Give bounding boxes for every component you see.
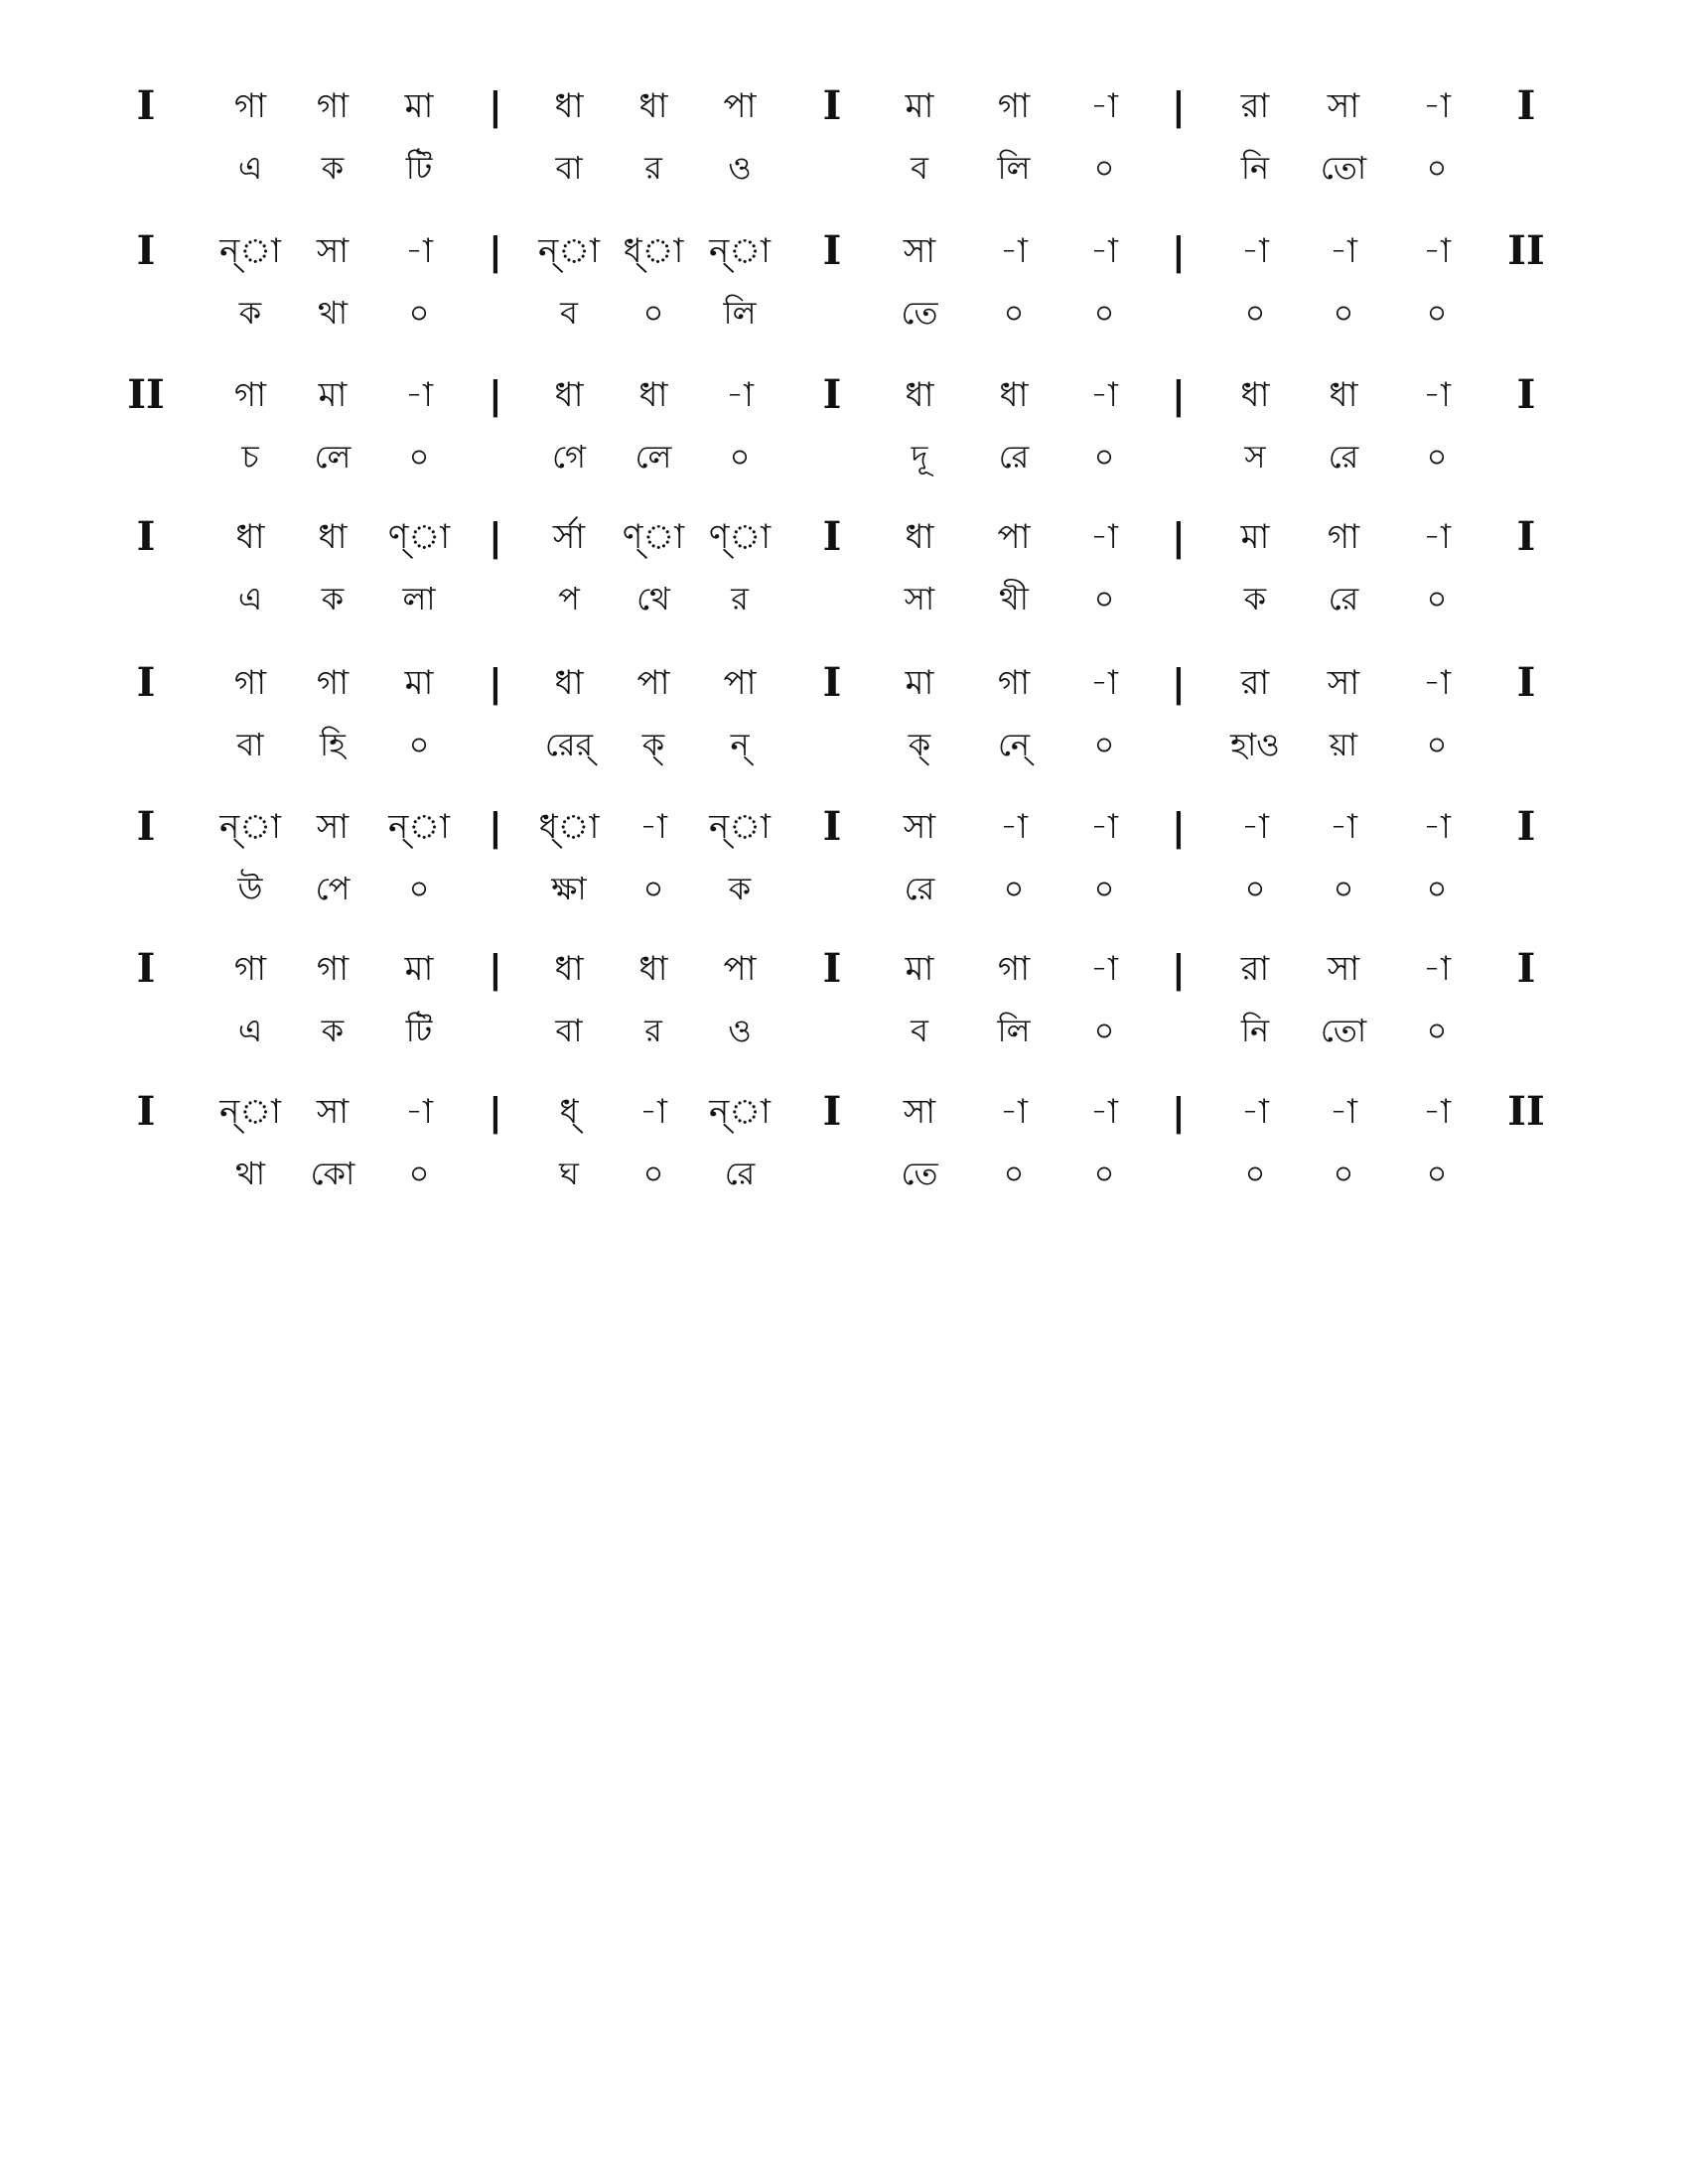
note-token: -া: [639, 807, 667, 847]
lyric-syllable: ০: [408, 1155, 430, 1192]
lyric-syllable: লি: [997, 149, 1031, 187]
lyric-syllable: ০: [1426, 1155, 1448, 1192]
notes-row: [0, 944, 1688, 1004]
note-token: গা: [233, 375, 267, 415]
note-token: সা: [903, 1092, 936, 1132]
lyric-syllable: তো: [1320, 149, 1367, 187]
note-token: সা: [316, 807, 350, 847]
note-token: ধা: [554, 663, 584, 703]
barline-marker: I: [1516, 659, 1536, 706]
lyric-syllable: হাও: [1230, 726, 1280, 763]
lyric-syllable: রে: [904, 870, 935, 907]
lyric-syllable: লা: [402, 580, 436, 617]
note-token: -া: [1000, 231, 1028, 271]
lyric-syllable: দূ: [911, 438, 928, 476]
lyric-syllable: ব: [911, 1012, 928, 1049]
note-token: মা: [404, 86, 434, 126]
note-token: ধা: [1329, 375, 1358, 415]
note-token: -া: [1423, 375, 1451, 415]
lyric-syllable: ক্ষা: [551, 870, 587, 907]
lyric-syllable: য়া: [1329, 726, 1358, 763]
note-token: -া: [1000, 1092, 1028, 1132]
note-token: সা: [1327, 949, 1360, 989]
note-token: গা: [1327, 517, 1360, 557]
note-token: -া: [1090, 86, 1118, 126]
note-token: -া: [639, 1092, 667, 1132]
lyric-syllable: ন্: [730, 726, 750, 763]
note-token: মা: [404, 663, 434, 703]
lyric-syllable: হি: [320, 726, 346, 763]
lyric-syllable: গে: [552, 438, 586, 476]
lyric-syllable: ০: [1426, 726, 1448, 763]
note-token: গা: [233, 949, 267, 989]
note-token: গা: [316, 949, 350, 989]
beat-separator: |: [1172, 805, 1186, 849]
note-token: গা: [233, 86, 267, 126]
lyric-syllable: পে: [315, 870, 351, 907]
note-token: ধা: [554, 375, 584, 415]
lyric-syllable: ০: [1093, 438, 1115, 476]
lyric-syllable: ০: [1244, 870, 1266, 907]
lyric-syllable: ক্: [908, 726, 931, 763]
lyric-syllable: ক্: [641, 726, 665, 763]
lyric-syllable: লে: [314, 438, 352, 476]
lyric-syllable: ০: [408, 870, 430, 907]
note-token: সা: [316, 1092, 350, 1132]
lyric-syllable: ঘ: [559, 1155, 579, 1192]
note-token: -া: [1423, 807, 1451, 847]
lyric-syllable: ০: [408, 438, 430, 476]
lyric-syllable: ০: [729, 438, 751, 476]
barline-marker: I: [822, 1088, 842, 1135]
note-token: ধা: [905, 517, 934, 557]
beat-separator: |: [489, 947, 502, 991]
lyric-syllable: ০: [1333, 294, 1354, 332]
lyric-syllable: ০: [1333, 1155, 1354, 1192]
barline-marker: I: [1516, 803, 1536, 850]
beat-separator: |: [1172, 84, 1186, 128]
note-token: ন্া: [219, 231, 281, 271]
lyric-syllable: ক: [321, 1012, 345, 1049]
note-token: ন্া: [219, 1092, 281, 1132]
note-token: ন্া: [388, 807, 450, 847]
note-token: -া: [1330, 1092, 1357, 1132]
lyric-syllable: ০: [1426, 1012, 1448, 1049]
note-token: সা: [903, 807, 936, 847]
barline-marker: I: [822, 371, 842, 418]
lyric-syllable: ০: [1003, 294, 1025, 332]
note-token: গা: [316, 86, 350, 126]
note-token: ধা: [554, 86, 584, 126]
note-token: গা: [997, 663, 1031, 703]
note-token: -া: [1090, 1092, 1118, 1132]
lyric-syllable: বা: [236, 726, 264, 763]
note-token: রা: [1240, 86, 1270, 126]
note-token: -া: [726, 375, 754, 415]
note-token: ণ্া: [708, 517, 772, 557]
lyric-syllable: র: [731, 580, 749, 617]
notes-row: [0, 226, 1688, 286]
beat-separator: |: [489, 1090, 502, 1134]
note-token: পা: [723, 949, 757, 989]
notes-row: [0, 81, 1688, 141]
lyric-syllable: ০: [1093, 1012, 1115, 1049]
beat-separator: |: [1172, 373, 1186, 417]
lyric-syllable: ক: [1243, 580, 1267, 617]
lyric-syllable: কো: [310, 1155, 355, 1192]
lyric-syllable: তে: [901, 294, 938, 332]
barline-marker: I: [136, 1088, 156, 1135]
note-token: রা: [1240, 949, 1270, 989]
lyric-syllable: লে: [634, 438, 672, 476]
lyric-syllable: স: [1244, 438, 1266, 476]
lyric-syllable: র: [644, 1012, 662, 1049]
lyric-syllable: টি: [405, 1012, 433, 1049]
lyric-syllable: প: [558, 580, 580, 617]
note-token: -া: [1330, 231, 1357, 271]
lyric-syllable: ০: [408, 726, 430, 763]
notes-row: [0, 658, 1688, 718]
note-token: -া: [1090, 231, 1118, 271]
lyric-syllable: ০: [1333, 870, 1354, 907]
lyric-syllable: ০: [408, 294, 430, 332]
lyric-syllable: ০: [642, 294, 664, 332]
note-token: গা: [316, 663, 350, 703]
note-token: ণ্া: [622, 517, 685, 557]
barline-marker: I: [136, 659, 156, 706]
lyrics-row: [0, 143, 1688, 203]
lyrics-row: [0, 574, 1688, 633]
lyric-syllable: ০: [1093, 580, 1115, 617]
note-token: ন্া: [709, 231, 771, 271]
lyrics-row: [0, 864, 1688, 923]
note-token: মা: [404, 949, 434, 989]
note-token: -া: [1423, 949, 1451, 989]
note-token: ধা: [638, 86, 668, 126]
note-token: পা: [997, 517, 1031, 557]
note-token: -া: [1423, 231, 1451, 271]
lyric-syllable: এ: [237, 149, 263, 187]
barline-marker: I: [136, 803, 156, 850]
barline-marker: I: [822, 803, 842, 850]
barline-marker: I: [1516, 371, 1536, 418]
lyrics-row: [0, 432, 1688, 491]
lyric-syllable: তো: [1320, 1012, 1367, 1049]
lyric-syllable: ০: [642, 870, 664, 907]
beat-separator: |: [1172, 661, 1186, 705]
lyric-syllable: চ: [241, 438, 259, 476]
lyric-syllable: নি: [1240, 1012, 1270, 1049]
note-token: সা: [1327, 663, 1360, 703]
note-token: -া: [1090, 807, 1118, 847]
lyrics-row: [0, 1149, 1688, 1208]
lyric-syllable: টি: [405, 149, 433, 187]
note-token: ধা: [235, 517, 265, 557]
note-token: মা: [905, 86, 934, 126]
note-token: মা: [1240, 517, 1270, 557]
barline-marker: II: [1507, 227, 1545, 274]
note-token: ধা: [638, 949, 668, 989]
barline-marker: I: [822, 82, 842, 129]
barline-marker: I: [136, 227, 156, 274]
lyric-syllable: ক: [728, 870, 752, 907]
barline-marker: I: [136, 945, 156, 992]
note-token: ধ্া: [623, 231, 684, 271]
lyric-syllable: রে: [998, 438, 1030, 476]
lyric-syllable: তে: [901, 1155, 938, 1192]
note-token: মা: [318, 375, 348, 415]
lyric-syllable: রে: [1328, 438, 1359, 476]
barline-marker: I: [1516, 82, 1536, 129]
barline-marker: I: [822, 945, 842, 992]
note-token: -া: [405, 1092, 433, 1132]
note-token: -া: [1423, 517, 1451, 557]
lyric-syllable: উ: [237, 870, 263, 907]
note-token: ধা: [905, 375, 934, 415]
lyrics-row: [0, 720, 1688, 779]
note-token: পা: [723, 86, 757, 126]
note-token: -া: [1090, 663, 1118, 703]
lyrics-row: [0, 1006, 1688, 1065]
beat-separator: |: [489, 661, 502, 705]
lyric-syllable: ০: [1426, 580, 1448, 617]
lyric-syllable: লি: [723, 294, 757, 332]
lyric-syllable: ০: [1003, 870, 1025, 907]
beat-separator: |: [489, 229, 502, 273]
note-token: ধা: [638, 375, 668, 415]
lyric-syllable: ক: [238, 294, 262, 332]
lyrics-row: [0, 288, 1688, 347]
note-token: মা: [905, 949, 934, 989]
notes-row: [0, 370, 1688, 430]
note-token: রা: [1240, 663, 1270, 703]
note-token: ন্া: [709, 807, 771, 847]
note-token: গা: [233, 663, 267, 703]
note-token: -া: [1423, 1092, 1451, 1132]
beat-separator: |: [489, 373, 502, 417]
barline-marker: I: [1516, 945, 1536, 992]
lyric-syllable: ও: [728, 1012, 752, 1049]
lyric-syllable: র: [644, 149, 662, 187]
barline-marker: I: [1516, 513, 1536, 560]
lyric-syllable: বা: [555, 1012, 583, 1049]
lyric-syllable: রের্: [544, 726, 594, 763]
barline-marker: II: [1507, 1088, 1545, 1135]
note-token: ধা: [1240, 375, 1270, 415]
note-token: -া: [1241, 807, 1269, 847]
barline-marker: II: [127, 371, 165, 418]
notes-row: [0, 512, 1688, 572]
note-token: ধ্: [559, 1092, 579, 1132]
note-token: পা: [636, 663, 670, 703]
lyric-syllable: ০: [1426, 438, 1448, 476]
lyric-syllable: ০: [1093, 294, 1115, 332]
barline-marker: I: [822, 659, 842, 706]
beat-separator: |: [1172, 1090, 1186, 1134]
lyric-syllable: রে: [1328, 580, 1359, 617]
barline-marker: I: [822, 227, 842, 274]
lyric-syllable: থা: [317, 294, 348, 332]
notes-row: [0, 1087, 1688, 1147]
note-token: ধ্া: [538, 807, 600, 847]
lyric-syllable: ০: [1426, 870, 1448, 907]
lyric-syllable: ০: [1093, 1155, 1115, 1192]
lyric-syllable: ০: [642, 1155, 664, 1192]
note-token: -া: [1090, 517, 1118, 557]
note-token: গা: [997, 86, 1031, 126]
lyric-syllable: ক: [321, 149, 345, 187]
barline-marker: I: [136, 82, 156, 129]
beat-separator: |: [489, 805, 502, 849]
lyric-syllable: ০: [1426, 149, 1448, 187]
note-token: -া: [1090, 375, 1118, 415]
lyric-syllable: থা: [234, 1155, 265, 1192]
lyric-syllable: বা: [555, 149, 583, 187]
note-token: ধা: [999, 375, 1029, 415]
beat-separator: |: [489, 515, 502, 559]
beat-separator: |: [1172, 947, 1186, 991]
lyric-syllable: ব: [560, 294, 578, 332]
lyric-syllable: থে: [636, 580, 670, 617]
note-token: ন্া: [709, 1092, 771, 1132]
lyric-syllable: ক: [321, 580, 345, 617]
lyric-syllable: ০: [1093, 149, 1115, 187]
note-token: সা: [316, 231, 350, 271]
lyric-syllable: রে: [724, 1155, 756, 1192]
note-token: সা: [1327, 86, 1360, 126]
notes-row: [0, 802, 1688, 862]
note-token: পা: [723, 663, 757, 703]
barline-marker: I: [136, 513, 156, 560]
barline-marker: I: [822, 513, 842, 560]
lyric-syllable: ০: [1426, 294, 1448, 332]
lyric-syllable: লি: [997, 1012, 1031, 1049]
note-token: -া: [1241, 1092, 1269, 1132]
lyric-syllable: নি: [1240, 149, 1270, 187]
lyric-syllable: ০: [1093, 726, 1115, 763]
note-token: -া: [1000, 807, 1028, 847]
note-token: -া: [1423, 663, 1451, 703]
lyric-syllable: ০: [1093, 870, 1115, 907]
lyric-syllable: ব: [911, 149, 928, 187]
lyric-syllable: থী: [999, 580, 1029, 617]
note-token: -া: [1330, 807, 1357, 847]
lyric-syllable: এ: [237, 1012, 263, 1049]
beat-separator: |: [1172, 515, 1186, 559]
lyric-syllable: ০: [1244, 1155, 1266, 1192]
lyric-syllable: ও: [728, 149, 752, 187]
note-token: ধা: [318, 517, 348, 557]
note-token: -া: [1241, 231, 1269, 271]
note-token: -া: [405, 231, 433, 271]
note-token: ন্া: [538, 231, 600, 271]
note-token: ন্া: [219, 807, 281, 847]
lyric-syllable: নে্: [997, 726, 1031, 763]
lyric-syllable: সা: [904, 580, 935, 617]
note-token: মা: [905, 663, 934, 703]
lyric-syllable: ০: [1244, 294, 1266, 332]
beat-separator: |: [489, 84, 502, 128]
note-token: -া: [1423, 86, 1451, 126]
note-token: সা: [903, 231, 936, 271]
lyric-syllable: ০: [1003, 1155, 1025, 1192]
note-token: -া: [1090, 949, 1118, 989]
note-token: র্সা: [552, 517, 586, 557]
note-token: -া: [405, 375, 433, 415]
beat-separator: |: [1172, 229, 1186, 273]
note-token: ধা: [554, 949, 584, 989]
note-token: ণ্া: [387, 517, 451, 557]
lyric-syllable: এ: [237, 580, 263, 617]
note-token: গা: [997, 949, 1031, 989]
